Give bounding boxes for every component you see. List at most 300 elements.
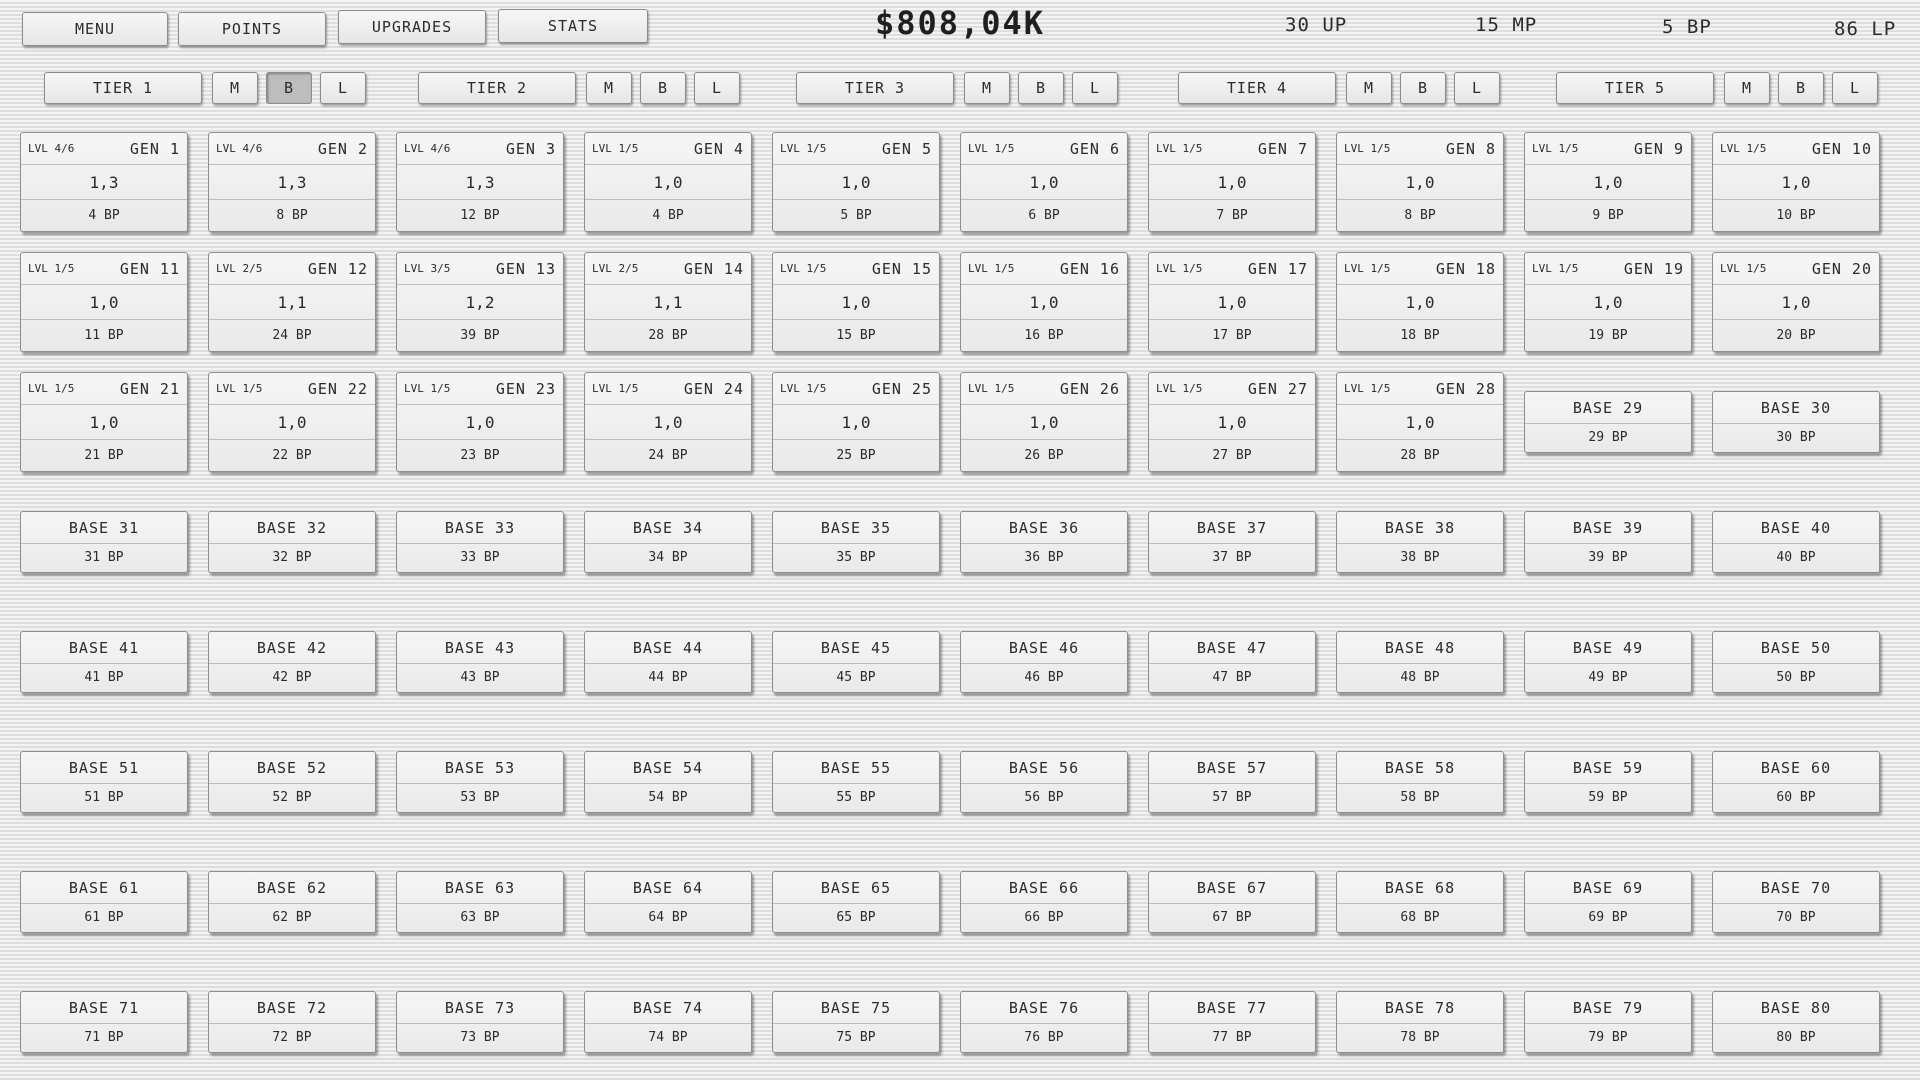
base-cost: 79 BP [1588,1029,1628,1045]
generator-card[interactable] [208,252,376,352]
base-cost: 68 BP [1400,909,1440,925]
base-cost: 60 BP [1776,789,1816,805]
base-card[interactable] [1712,511,1880,573]
base-cost: 56 BP [1024,789,1064,805]
base-name: BASE 80 [1713,992,1879,1024]
up-counter: 30 UP [1285,14,1348,36]
generator-card[interactable] [772,252,940,352]
generator-card[interactable] [772,132,940,232]
base-name: BASE 58 [1337,752,1503,784]
base-cost: 71 BP [84,1029,124,1045]
generator-multiplier: 1,0 [585,165,751,200]
base-card[interactable] [1524,991,1692,1053]
base-card[interactable] [20,511,188,573]
money-display: $808,04K [874,4,1046,42]
generator-level: LVL 1/5 [28,262,75,275]
generator-cost: 15 BP [836,327,876,343]
generator-header [1337,253,1503,285]
base-cost: 57 BP [1212,789,1252,805]
generator-multiplier: 1,2 [397,285,563,320]
base-cost: 39 BP [1588,549,1628,565]
generator-name: GEN 8 [1445,139,1496,158]
tier-5-l-button[interactable]: L [1832,72,1878,104]
generator-name: GEN 1 [129,139,180,158]
base-name: BASE 72 [209,992,375,1024]
base-cost: 36 BP [1024,549,1064,565]
generator-cost: 12 BP [460,207,500,223]
base-cost: 64 BP [648,909,688,925]
base-name: BASE 61 [21,872,187,904]
generator-header [585,133,751,165]
base-card[interactable] [772,871,940,933]
base-card[interactable] [1148,511,1316,573]
generator-cost: 10 BP [1776,207,1816,223]
generator-card[interactable] [396,252,564,352]
generator-level: LVL 1/5 [968,382,1015,395]
generator-level: LVL 2/5 [592,262,639,275]
generator-cost: 20 BP [1776,327,1816,343]
base-card[interactable] [20,751,188,813]
generator-name: GEN 13 [495,259,556,278]
generator-name: GEN 28 [1435,379,1496,398]
base-card[interactable] [772,751,940,813]
generator-grid [20,132,1900,1072]
base-cost: 47 BP [1212,669,1252,685]
base-name: BASE 76 [961,992,1127,1024]
generator-multiplier: 1,0 [961,165,1127,200]
generator-name: GEN 6 [1069,139,1120,158]
generator-card[interactable] [208,132,376,232]
upgrades-button[interactable]: UPGRADES [338,10,486,44]
generator-header [585,253,751,285]
base-card[interactable] [1336,751,1504,813]
generator-cost: 16 BP [1024,327,1064,343]
generator-multiplier: 1,0 [773,165,939,200]
tier-5-button[interactable]: TIER 5 [1556,72,1714,104]
generator-level: LVL 3/5 [404,262,451,275]
base-name: BASE 37 [1149,512,1315,544]
base-cost: 37 BP [1212,549,1252,565]
base-name: BASE 45 [773,632,939,664]
base-name: BASE 71 [21,992,187,1024]
generator-multiplier: 1,0 [961,285,1127,320]
generator-level: LVL 1/5 [1344,142,1391,155]
generator-name: GEN 14 [683,259,744,278]
base-name: BASE 36 [961,512,1127,544]
generator-header [1713,253,1879,285]
base-name: BASE 54 [585,752,751,784]
generator-level: LVL 1/5 [404,382,451,395]
base-name: BASE 69 [1525,872,1691,904]
generator-level: LVL 1/5 [592,382,639,395]
base-cost: 45 BP [836,669,876,685]
base-card[interactable] [772,511,940,573]
base-name: BASE 47 [1149,632,1315,664]
generator-level: LVL 1/5 [1532,262,1579,275]
generator-header [21,133,187,165]
lp-counter: 86 LP [1834,18,1897,40]
generator-level: LVL 1/5 [968,262,1015,275]
generator-cost: 26 BP [1024,447,1064,463]
base-name: BASE 70 [1713,872,1879,904]
generator-multiplier: 1,1 [585,285,751,320]
generator-header [773,373,939,405]
generator-cost: 5 BP [840,207,872,223]
generator-header [773,253,939,285]
base-cost: 78 BP [1400,1029,1440,1045]
generator-level: LVL 1/5 [1720,262,1767,275]
tier-1-l-button[interactable]: L [320,72,366,104]
generator-level: LVL 1/5 [780,382,827,395]
base-card[interactable] [584,511,752,573]
generator-multiplier: 1,0 [961,405,1127,440]
generator-card[interactable] [1148,372,1316,472]
generator-cost: 21 BP [84,447,124,463]
generator-multiplier: 1,0 [773,285,939,320]
base-cost: 58 BP [1400,789,1440,805]
generator-card[interactable] [1336,252,1504,352]
base-card[interactable] [1524,751,1692,813]
base-card[interactable] [396,991,564,1053]
generator-level: LVL 1/5 [1344,262,1391,275]
base-cost: 44 BP [648,669,688,685]
generator-cost: 25 BP [836,447,876,463]
base-name: BASE 48 [1337,632,1503,664]
base-card[interactable] [772,991,940,1053]
base-name: BASE 52 [209,752,375,784]
stats-button[interactable]: STATS [498,9,648,43]
base-name: BASE 59 [1525,752,1691,784]
generator-header [1525,133,1691,165]
generator-card[interactable] [960,252,1128,352]
base-name: BASE 38 [1337,512,1503,544]
base-name: BASE 35 [773,512,939,544]
generator-card[interactable] [208,372,376,472]
generator-multiplier: 1,0 [1525,165,1691,200]
base-card[interactable] [20,991,188,1053]
base-name: BASE 39 [1525,512,1691,544]
generator-cost: 24 BP [272,327,312,343]
generator-name: GEN 11 [119,259,180,278]
base-name: BASE 40 [1713,512,1879,544]
base-card[interactable] [208,511,376,573]
base-card[interactable] [960,871,1128,933]
base-cost: 52 BP [272,789,312,805]
tier-1-b-button[interactable]: B [266,72,312,104]
tier-2-l-button[interactable]: L [694,72,740,104]
generator-header [585,373,751,405]
base-name: BASE 29 [1525,392,1691,424]
generator-card[interactable] [20,372,188,472]
generator-multiplier: 1,0 [1337,165,1503,200]
generator-multiplier: 1,0 [1149,165,1315,200]
generator-multiplier: 1,0 [21,405,187,440]
base-card[interactable] [584,631,752,693]
tier-3-l-button[interactable]: L [1072,72,1118,104]
menu-button[interactable]: MENU [22,12,168,46]
base-card[interactable] [20,871,188,933]
base-card[interactable] [396,751,564,813]
base-card[interactable] [960,751,1128,813]
generator-multiplier: 1,0 [1525,285,1691,320]
generator-multiplier: 1,0 [209,405,375,440]
generator-multiplier: 1,0 [1713,165,1879,200]
generator-level: LVL 4/6 [216,142,263,155]
base-card[interactable] [208,631,376,693]
generator-name: GEN 25 [871,379,932,398]
generator-cost: 7 BP [1216,207,1248,223]
generator-card[interactable] [20,132,188,232]
base-cost: 75 BP [836,1029,876,1045]
base-name: BASE 51 [21,752,187,784]
tier-4-b-button[interactable]: B [1400,72,1446,104]
base-card[interactable] [584,751,752,813]
base-card[interactable] [208,751,376,813]
generator-name: GEN 19 [1623,259,1684,278]
generator-name: GEN 22 [307,379,368,398]
base-card[interactable] [1524,391,1692,453]
base-name: BASE 42 [209,632,375,664]
base-cost: 49 BP [1588,669,1628,685]
base-cost: 38 BP [1400,549,1440,565]
generator-multiplier: 1,0 [1337,405,1503,440]
base-cost: 48 BP [1400,669,1440,685]
generator-card[interactable] [1148,252,1316,352]
generator-card[interactable] [1524,132,1692,232]
base-card[interactable] [960,631,1128,693]
generator-name: GEN 18 [1435,259,1496,278]
tier-3-b-button[interactable]: B [1018,72,1064,104]
base-name: BASE 55 [773,752,939,784]
generator-card[interactable] [960,132,1128,232]
generator-name: GEN 3 [505,139,556,158]
base-name: BASE 64 [585,872,751,904]
base-name: BASE 32 [209,512,375,544]
generator-multiplier: 1,1 [209,285,375,320]
tier-1-m-button[interactable]: M [212,72,258,104]
tier-4-button[interactable]: TIER 4 [1178,72,1336,104]
generator-level: LVL 1/5 [1156,142,1203,155]
base-cost: 70 BP [1776,909,1816,925]
base-card[interactable] [1148,751,1316,813]
tier-5-m-button[interactable]: M [1724,72,1770,104]
generator-cost: 17 BP [1212,327,1252,343]
base-card[interactable] [1712,391,1880,453]
generator-card[interactable] [396,372,564,472]
generator-card[interactable] [772,372,940,472]
base-card[interactable] [396,631,564,693]
base-cost: 35 BP [836,549,876,565]
generator-card[interactable] [1524,252,1692,352]
base-name: BASE 63 [397,872,563,904]
base-name: BASE 57 [1149,752,1315,784]
generator-card[interactable] [1712,132,1880,232]
generator-card[interactable] [396,132,564,232]
base-cost: 55 BP [836,789,876,805]
generator-header [21,253,187,285]
base-card[interactable] [1336,991,1504,1053]
generator-level: LVL 1/5 [216,382,263,395]
base-cost: 69 BP [1588,909,1628,925]
base-cost: 41 BP [84,669,124,685]
base-card[interactable] [1336,631,1504,693]
base-name: BASE 77 [1149,992,1315,1024]
base-cost: 73 BP [460,1029,500,1045]
generator-header [961,253,1127,285]
base-name: BASE 67 [1149,872,1315,904]
generator-name: GEN 26 [1059,379,1120,398]
generator-multiplier: 1,0 [1149,405,1315,440]
generator-multiplier: 1,3 [397,165,563,200]
tier-4-l-button[interactable]: L [1454,72,1500,104]
base-card[interactable] [1148,871,1316,933]
generator-header [1713,133,1879,165]
points-button[interactable]: POINTS [178,12,326,46]
generator-cost: 39 BP [460,327,500,343]
generator-header [1149,133,1315,165]
generator-cost: 11 BP [84,327,124,343]
base-card[interactable] [208,991,376,1053]
generator-card[interactable] [1148,132,1316,232]
base-card[interactable] [1148,631,1316,693]
base-cost: 77 BP [1212,1029,1252,1045]
generator-cost: 18 BP [1400,327,1440,343]
base-cost: 80 BP [1776,1029,1816,1045]
generator-name: GEN 20 [1811,259,1872,278]
tier-5-b-button[interactable]: B [1778,72,1824,104]
base-cost: 53 BP [460,789,500,805]
base-card[interactable] [584,991,752,1053]
base-name: BASE 65 [773,872,939,904]
tier-3-m-button[interactable]: M [964,72,1010,104]
base-card[interactable] [1712,631,1880,693]
base-name: BASE 33 [397,512,563,544]
tier-4-m-button[interactable]: M [1346,72,1392,104]
generator-multiplier: 1,0 [397,405,563,440]
generator-card[interactable] [584,252,752,352]
base-card[interactable] [1524,511,1692,573]
generator-level: LVL 1/5 [1156,382,1203,395]
generator-cost: 4 BP [88,207,120,223]
base-card[interactable] [960,511,1128,573]
base-card[interactable] [1712,991,1880,1053]
base-name: BASE 56 [961,752,1127,784]
tier-2-b-button[interactable]: B [640,72,686,104]
base-card[interactable] [20,631,188,693]
base-cost: 29 BP [1588,429,1628,445]
generator-card[interactable] [960,372,1128,472]
bp-counter: 5 BP [1662,16,1712,38]
generator-card[interactable] [1336,132,1504,232]
tier-3-button[interactable]: TIER 3 [796,72,954,104]
tier-2-m-button[interactable]: M [586,72,632,104]
base-card[interactable] [1336,871,1504,933]
generator-cost: 19 BP [1588,327,1628,343]
generator-card[interactable] [1712,252,1880,352]
generator-card[interactable] [20,252,188,352]
base-name: BASE 49 [1525,632,1691,664]
base-card[interactable] [772,631,940,693]
base-cost: 72 BP [272,1029,312,1045]
base-name: BASE 31 [21,512,187,544]
base-cost: 66 BP [1024,909,1064,925]
generator-multiplier: 1,0 [773,405,939,440]
base-card[interactable] [1524,631,1692,693]
base-card[interactable] [1712,751,1880,813]
generator-card[interactable] [584,372,752,472]
base-name: BASE 41 [21,632,187,664]
generator-card[interactable] [584,132,752,232]
base-cost: 42 BP [272,669,312,685]
base-card[interactable] [1712,871,1880,933]
base-name: BASE 44 [585,632,751,664]
generator-name: GEN 16 [1059,259,1120,278]
base-name: BASE 74 [585,992,751,1024]
generator-level: LVL 1/5 [1532,142,1579,155]
base-cost: 54 BP [648,789,688,805]
base-cost: 50 BP [1776,669,1816,685]
base-card[interactable] [208,871,376,933]
generator-multiplier: 1,0 [21,285,187,320]
generator-header [397,133,563,165]
generator-level: LVL 1/5 [780,262,827,275]
base-cost: 76 BP [1024,1029,1064,1045]
generator-name: GEN 7 [1257,139,1308,158]
generator-name: GEN 5 [881,139,932,158]
tier-2-button[interactable]: TIER 2 [418,72,576,104]
base-name: BASE 30 [1713,392,1879,424]
base-card[interactable] [396,871,564,933]
base-name: BASE 78 [1337,992,1503,1024]
mp-counter: 15 MP [1475,14,1538,36]
generator-header [397,373,563,405]
generator-cost: 28 BP [1400,447,1440,463]
generator-header [1525,253,1691,285]
base-card[interactable] [1336,511,1504,573]
generator-header [1337,373,1503,405]
base-card[interactable] [1524,871,1692,933]
base-name: BASE 75 [773,992,939,1024]
generator-name: GEN 12 [307,259,368,278]
generator-name: GEN 23 [495,379,556,398]
base-cost: 30 BP [1776,429,1816,445]
base-name: BASE 73 [397,992,563,1024]
generator-level: LVL 2/5 [216,262,263,275]
base-card[interactable] [1148,991,1316,1053]
generator-cost: 8 BP [276,207,308,223]
base-name: BASE 68 [1337,872,1503,904]
base-cost: 62 BP [272,909,312,925]
tier-1-button[interactable]: TIER 1 [44,72,202,104]
base-cost: 65 BP [836,909,876,925]
base-cost: 32 BP [272,549,312,565]
base-cost: 43 BP [460,669,500,685]
base-card[interactable] [960,991,1128,1053]
base-cost: 67 BP [1212,909,1252,925]
base-card[interactable] [396,511,564,573]
generator-cost: 9 BP [1592,207,1624,223]
generator-card[interactable] [1336,372,1504,472]
generator-level: LVL 1/5 [28,382,75,395]
generator-header [209,253,375,285]
generator-name: GEN 17 [1247,259,1308,278]
generator-header [1149,373,1315,405]
base-name: BASE 34 [585,512,751,544]
generator-level: LVL 1/5 [968,142,1015,155]
generator-level: LVL 4/6 [404,142,451,155]
base-card[interactable] [584,871,752,933]
generator-header [1149,253,1315,285]
